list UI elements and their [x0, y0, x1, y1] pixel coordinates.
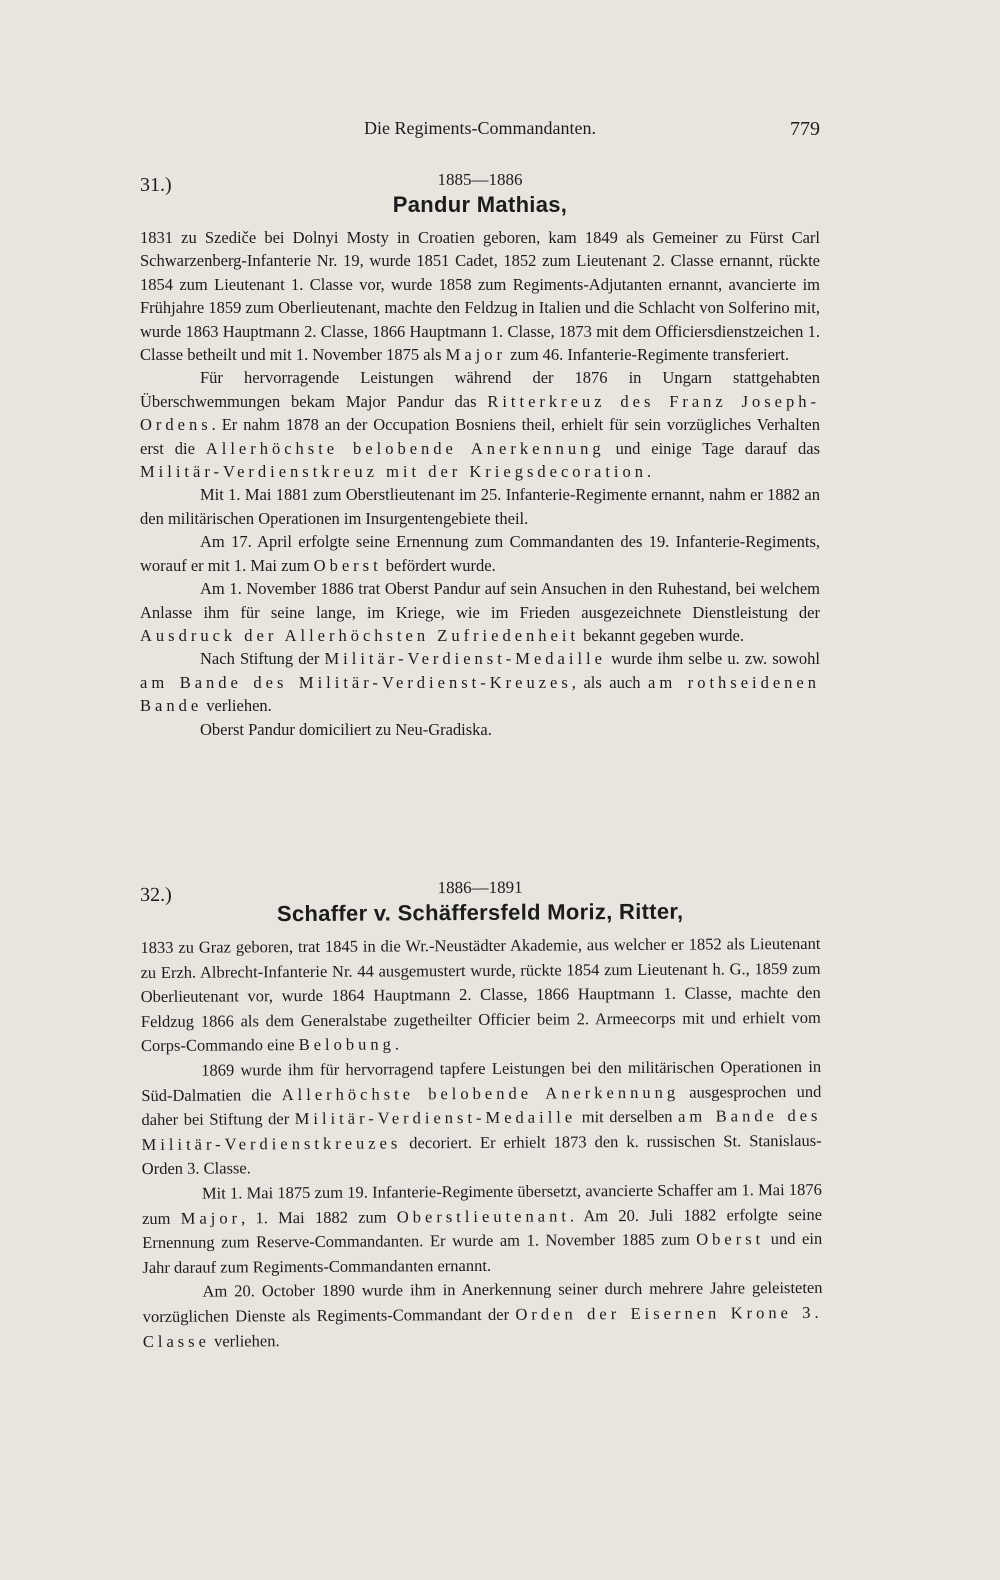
entry-years: 1885—1886: [437, 170, 523, 189]
text-run: mit derselben: [576, 1106, 679, 1127]
spaced-emphasis-text: Militär-Verdienst-Medaille: [294, 1107, 577, 1129]
text-run: zum 46. Infanterie-Regimente transferiert.: [506, 345, 790, 365]
text-run: Oberst Pandur domiciliert zu Neu-Gradiska.: [200, 719, 492, 739]
text-run: Nach Stiftung der: [200, 649, 325, 669]
text-run: . Er nahm 1878 an der Occupation Bosniens theil, erhielt für sein vorzügliches Verhalten erst die: [140, 415, 820, 458]
paragraph: [141, 1055, 822, 1182]
text-run: , 1. Mai 1882 zum: [241, 1206, 397, 1227]
biography-entry: [140, 170, 820, 741]
paragraph: [142, 1178, 823, 1281]
biography-entry: [140, 876, 823, 1354]
running-header: [140, 118, 820, 146]
text-run: Am 1. November 1886 trat Oberst Pandur auf sein Ansuchen in den Ruhestand, bei welchem Anlasse ihm für seine lange, im Kriege, wie im Frieden ausgezeichnete Dienstleistung der: [140, 579, 820, 622]
paragraph: [140, 366, 820, 483]
spaced-emphasis-text: am Bande des Militär-Verdienstkreuzes: [141, 1105, 822, 1154]
entry-name: Pandur Mathias,: [392, 192, 568, 217]
spaced-emphasis-text: Belobung: [298, 1034, 395, 1055]
spaced-emphasis-text: am Bande des Militär-Verdienst-Kreuzes: [140, 672, 572, 692]
text-run: decoriert. Er erhielt 1873 den k. russischen St. Stanislaus-Orden 3. Classe.: [141, 1130, 822, 1179]
spaced-emphasis-text: Allerhöchste belobende Anerkennung: [205, 438, 605, 458]
spaced-emphasis-text: Orden der Eisernen Krone 3. Classe: [142, 1302, 823, 1351]
text-run: und ein Jahr darauf zum Regiments-Commandanten ernannt.: [142, 1228, 823, 1277]
text-run: 1833 zu Graz geboren, trat 1845 in die Wr.-Neustädter Akademie, aus welcher er 1852 als Lieutenant zu Erzh. Albrecht-Infanterie Nr. 44 ausgemustert wurde, rückte 1854 zum Lieutenant h. G., 1859 zum Oberlieutenant vor, wurde 1864 Hauptmann 2. Classe, 1866 Hauptmann 1. Classe, machte den Feldzug 1866 als dem Generalstabe zugetheilter Officier beim 2. Armeecorps mit und erhielt vom Corps-Commando eine: [140, 933, 821, 1056]
text-run: befördert wurde.: [381, 555, 496, 575]
text-run: Für hervorragende Leistungen während der 1876 in Ungarn stattgehabten Überschwemmungen bekam Major Pandur das: [140, 368, 820, 411]
paragraph: [140, 530, 820, 577]
text-run: wurde ihm selbe u. zw. sowohl: [605, 649, 820, 669]
paragraph: [140, 577, 820, 647]
paragraph: [142, 1276, 822, 1354]
spaced-emphasis-text: Major: [180, 1207, 242, 1228]
spaced-emphasis-text: Oberst: [696, 1229, 765, 1249]
text-run: , als auch: [571, 672, 648, 692]
text-run: verliehen.: [209, 1330, 280, 1351]
spaced-emphasis-text: Oberstlieutenant: [396, 1205, 570, 1226]
text-run: Am 20. October 1890 wurde ihm in Anerkennung seiner durch mehrere Jahre geleisteten vorzüglichen Dienste als Regiments-Commandant der: [142, 1278, 823, 1326]
text-run: .: [647, 462, 652, 482]
page-title: Die Regiments-Commandanten.: [364, 118, 596, 138]
paragraph: [140, 647, 820, 717]
text-run: verliehen.: [202, 696, 272, 716]
page-number: 779: [790, 118, 820, 140]
spaced-emphasis-text: Allerhöchste belobende Anerkennung: [281, 1082, 680, 1104]
paragraph: [140, 718, 820, 741]
entry-body: [140, 226, 820, 741]
entry-years: 1886—1891: [437, 877, 523, 898]
spaced-emphasis-text: Oberst: [313, 555, 382, 575]
text-run: Mit 1. Mai 1875 zum 19. Infanterie-Regimente übersetzt, avancierte Schaffer am 1. Mai 1876 zum: [142, 1179, 822, 1228]
paragraph: [140, 226, 820, 366]
spaced-emphasis-text: Major: [445, 345, 506, 365]
entry-number: 32.): [140, 883, 172, 906]
text-run: 1869 wurde ihm für hervorragend tapfere Leistungen bei den militärischen Operationen in Süd-Dalmatien die: [141, 1056, 822, 1105]
text-run: und einige Tage darauf das: [604, 438, 820, 458]
entry-number: 31.): [140, 174, 172, 196]
entry-name: Schaffer v. Schäffersfeld Moriz, Ritter,: [276, 898, 684, 927]
text-run: Am 17. April erfolgte seine Ernennung zum Commandanten des 19. Infanterie-Regiments, worauf er mit 1. Mai zum: [140, 532, 820, 575]
spaced-emphasis-text: Ritterkreuz des Franz Joseph-Ordens: [140, 391, 820, 435]
text-run: Mit 1. Mai 1881 zum Oberstlieutenant im 25. Infanterie-Regimente ernannt, nahm er 1882 an den militärischen Operationen im Insurgentengebiete theil.: [140, 485, 820, 528]
spaced-emphasis-text: Ausdruck der Allerhöchsten Zufriedenheit: [140, 625, 580, 645]
text-run: . Am 20. Juli 1882 erfolgte seine Ernennung zum Reserve-Commandanten. Er wurde am 1. November 1885 zum: [142, 1204, 823, 1253]
text-run: .: [394, 1034, 400, 1054]
text-run: ausgesprochen und daher bei Stiftung der: [141, 1081, 822, 1130]
spaced-emphasis-text: am rothseidenen Bande: [140, 672, 820, 716]
spaced-emphasis-text: Militär-Verdienst-Medaille: [324, 649, 606, 669]
entry-body: [140, 932, 823, 1354]
text-run: 1831 zu Szediče bei Dolnyi Mosty in Croatien geboren, kam 1849 als Gemeiner zu Fürst Carl Schwarzenberg-Infanterie Nr. 19, wurde 1851 Cadet, 1852 zum Lieutenant 2. Classe ernannt, rückte 1854 zum Lieutenant 1. Classe vor, wurde 1858 zum Regiments-Adjutanten ernannt, avancierte im Frühjahre 1859 zum Oberlieutenant, machte den Feldzug in Italien und die Schlacht von Solferino mit, wurde 1863 Hauptmann 2. Classe, 1866 Hauptmann 1. Classe, 1873 mit dem Officiersdienstzeichen 1. Classe betheilt und mit 1. November 1875 als: [140, 228, 820, 365]
text-run: bekannt gegeben wurde.: [579, 625, 744, 645]
paragraph: [140, 932, 821, 1059]
paragraph: [140, 483, 820, 530]
spaced-emphasis-text: Militär-Verdienstkreuz mit der Kriegsdecoration: [140, 462, 648, 482]
